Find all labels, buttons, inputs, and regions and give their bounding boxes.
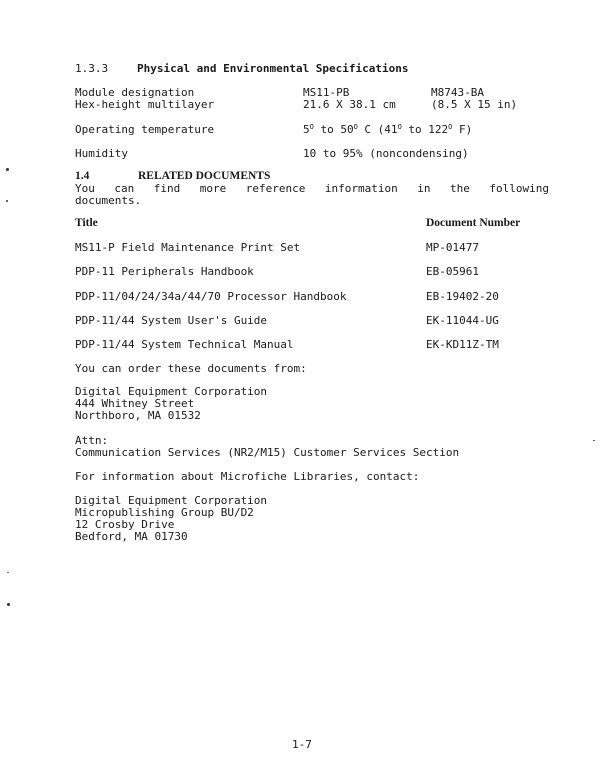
microfiche-text: For information about Microfiche Libraries, contact: (75, 470, 420, 483)
section-intro-line-1 (75, 182, 549, 195)
temp-to-1: to 50 (313, 123, 354, 136)
order-text: You can order these documents from: (75, 362, 307, 375)
intro-word: You (75, 182, 95, 195)
section-title: Physical and Environmental Specifications (137, 62, 409, 75)
table-row-number: EB-19402-20 (426, 290, 499, 303)
temp-f-unit: F) (452, 123, 473, 136)
temp-c-high-unit: C (41 (357, 123, 398, 136)
intro-word: in (417, 182, 431, 195)
degree-mark: O (397, 123, 402, 131)
intro-word: find (153, 182, 181, 195)
spec-label-module: Module designation (75, 86, 195, 99)
spec-value-module: MS11-PB (303, 86, 350, 99)
scan-speck (7, 603, 10, 606)
scan-speck (6, 200, 8, 202)
address-line: Micropublishing Group BU/D2 (75, 506, 254, 519)
intro-word: more (199, 182, 227, 195)
table-row-title: PDP-11/44 System User's Guide (75, 314, 268, 327)
table-row-number: MP-01477 (426, 241, 479, 254)
temp-c-low: 5 (303, 123, 310, 136)
page-number: 1-7 (292, 738, 312, 751)
section-intro-line-2: documents. (75, 194, 142, 207)
intro-word: reference (245, 182, 306, 195)
table-row-number: EK-11044-UG (426, 314, 499, 327)
degree-mark: O (309, 123, 314, 131)
table-row-title: PDP-11/04/24/34a/44/70 Processor Handbook (75, 290, 347, 303)
temp-to-2: to 122 (401, 123, 449, 136)
scan-speck (6, 168, 9, 171)
section-number: 1.4 (75, 170, 90, 182)
intro-word: following (489, 182, 549, 195)
intro-word: information (324, 182, 398, 195)
spec-value-hex: 21.6 X 38.1 cm (303, 98, 396, 111)
spec-label-temperature: Operating temperature (75, 123, 215, 136)
scan-speck (7, 572, 9, 573)
table-header-number: Document Number (426, 217, 521, 229)
spec-extra-hex: (8.5 X 15 in) (431, 98, 518, 111)
spec-value-humidity: 10 to 95% (noncondensing) (303, 147, 469, 160)
address-line: 444 Whitney Street (75, 397, 195, 410)
table-row-number: EB-05961 (426, 265, 479, 278)
degree-mark: O (448, 123, 453, 131)
section-number: 1.3.3 (75, 62, 109, 75)
address-line: Digital Equipment Corporation (75, 494, 268, 507)
scan-speck (593, 440, 595, 441)
attn-label: Attn: (75, 434, 109, 447)
address-line: Digital Equipment Corporation (75, 385, 268, 398)
degree-mark: O (353, 123, 358, 131)
address-line: 12 Crosby Drive (75, 518, 175, 531)
attn-line: Communication Services (NR2/M15) Customer Services Section (75, 446, 460, 459)
table-row-title: PDP-11 Peripherals Handbook (75, 265, 254, 278)
intro-word: the (449, 182, 470, 195)
table-header-title: Title (75, 217, 98, 229)
spec-label-humidity: Humidity (75, 147, 128, 160)
table-row-title: MS11-P Field Maintenance Print Set (75, 241, 301, 254)
section-title: RELATED DOCUMENTS (138, 170, 271, 182)
table-row-title: PDP-11/44 System Technical Manual (75, 338, 294, 351)
address-line: Bedford, MA 01730 (75, 530, 188, 543)
intro-word: can (114, 182, 135, 195)
spec-extra-module: M8743-BA (431, 86, 484, 99)
spec-value-temperature (303, 123, 472, 136)
spec-label-hex: Hex-height multilayer (75, 98, 215, 111)
address-line: Northboro, MA 01532 (75, 409, 201, 422)
table-row-number: EK-KD11Z-TM (426, 338, 499, 351)
